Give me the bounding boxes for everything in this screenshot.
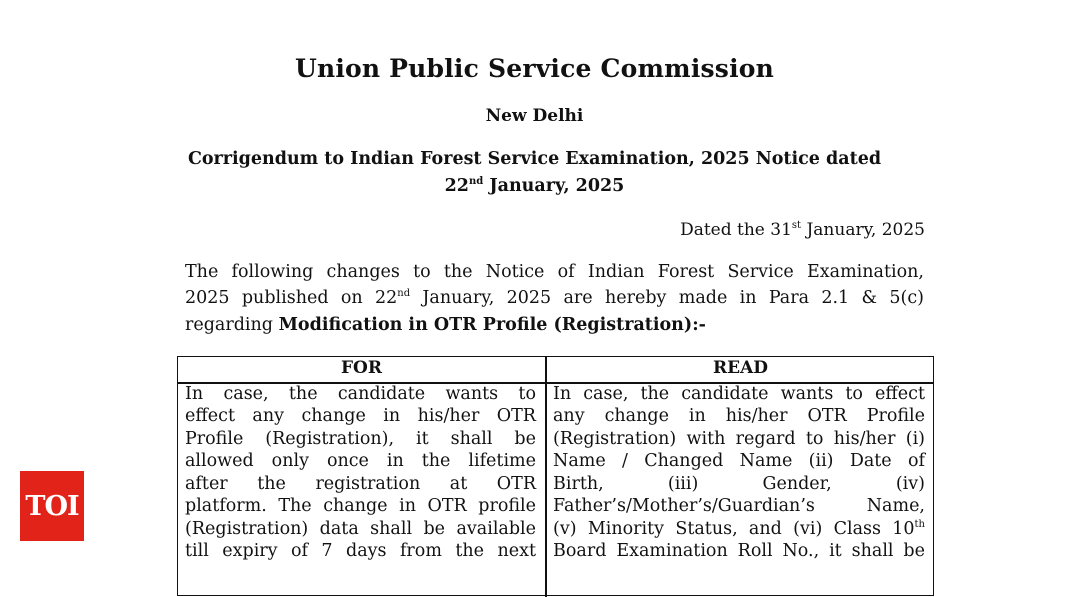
dated-pre: Dated the 31 — [680, 220, 792, 240]
for-cell-line: after the registration at OTR — [185, 474, 536, 494]
corrigendum-heading-line2 — [0, 176, 1069, 196]
intro-line-3-pre: regarding — [185, 315, 279, 335]
corrigendum-date-rest: January, 2025 — [483, 176, 625, 196]
table-column-divider — [545, 357, 547, 597]
read-cell-line: Board Examination Roll No., it shall be — [553, 541, 925, 561]
dated-suffix: st — [791, 220, 802, 231]
read-cell-line — [553, 519, 925, 539]
intro-line-2 — [185, 288, 924, 308]
intro-line-2-suffix: nd — [397, 288, 411, 299]
intro-bold-heading: Modification in OTR Profile (Registration):- — [278, 315, 706, 335]
corrigendum-date-suffix: nd — [468, 176, 484, 187]
read-cell-line: Father’s/Mother’s/Guardian’s Name, — [553, 496, 925, 516]
table-header-for: FOR — [340, 358, 382, 378]
for-cell-line: Profile (Registration), it shall be — [185, 429, 536, 449]
document-title: Union Public Service Commission — [294, 54, 775, 83]
read-cell-line: Name / Changed Name (ii) Date of — [553, 451, 925, 471]
for-cell-line: platform. The change in OTR profile — [185, 496, 536, 516]
table-header-read: READ — [712, 358, 769, 378]
corrigendum-heading-line1: Corrigendum to Indian Forest Service Examination, 2025 Notice dated — [187, 149, 882, 169]
toi-logo-badge: TOI — [20, 471, 84, 541]
for-cell-line: allowed only once in the lifetime — [185, 451, 536, 471]
read-cell-line: any change in his/her OTR Profile — [553, 406, 925, 426]
dated-line — [680, 220, 925, 240]
for-cell-line: (Registration) data shall be available — [185, 519, 536, 539]
intro-line-1: The following changes to the Notice of Indian Forest Service Examination, — [185, 262, 924, 282]
city-heading: New Delhi — [485, 106, 584, 126]
for-cell-line: till expiry of 7 days from the next — [185, 541, 536, 561]
read-cell-line-text: (v) Minority Status, and (vi) Class 10 — [553, 519, 915, 539]
corrigendum-date-day: 22 — [444, 176, 469, 196]
dated-post: January, 2025 — [801, 220, 925, 240]
intro-line-2-post: January, 2025 are hereby made in Para 2.1 & 5(c) — [410, 288, 924, 308]
for-cell-line: In case, the candidate wants to — [185, 384, 536, 404]
read-cell-line-suffix: th — [914, 519, 925, 530]
intro-line-2-pre: 2025 published on 22 — [185, 288, 398, 308]
intro-line-3 — [185, 315, 924, 335]
read-cell-line: Birth, (iii) Gender, (iv) — [553, 474, 925, 494]
changes-table — [177, 356, 934, 596]
read-cell-line: (Registration) with regard to his/her (i) — [553, 429, 925, 449]
read-cell-line: In case, the candidate wants to effect — [553, 384, 925, 404]
for-cell-line: effect any change in his/her OTR — [185, 406, 536, 426]
